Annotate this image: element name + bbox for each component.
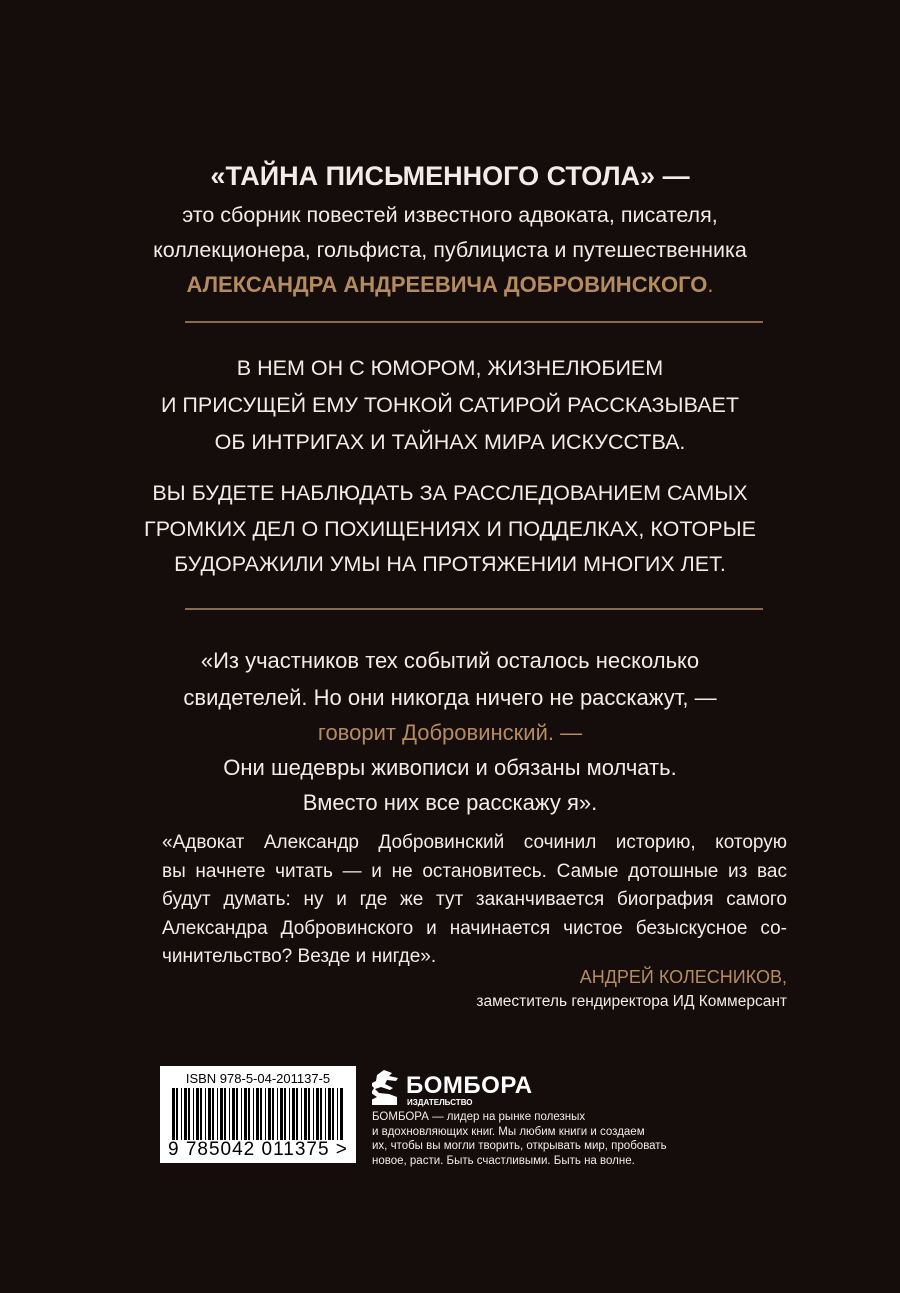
barcode-bar — [325, 1088, 326, 1140]
barcode-bar — [196, 1088, 199, 1140]
barcode-bar — [256, 1088, 259, 1140]
description-line: ГРОМКИХ ДЕЛ О ПОХИЩЕНИЯХ И ПОДДЕЛКАХ, КОТОРЫЕ — [144, 517, 756, 541]
review-author: АНДРЕЙ КОЛЕСНИКОВ, — [579, 967, 787, 987]
barcode-bar — [188, 1088, 190, 1140]
barcode-bar — [289, 1088, 290, 1140]
quote-line: «Из участников тех событий осталось несколько — [200, 648, 700, 673]
divider — [185, 608, 763, 610]
barcode-bars — [172, 1088, 344, 1140]
barcode-bar — [284, 1088, 286, 1140]
description-line: И ПРИСУЩЕЙ ЕМУ ТОНКОЙ САТИРОЙ РАССКАЗЫВАЕТ — [160, 393, 740, 417]
barcode-bar — [308, 1088, 310, 1140]
barcode-bar — [220, 1088, 223, 1140]
barcode-bar — [181, 1088, 182, 1140]
barcode-bar — [328, 1088, 331, 1140]
publisher-logo-name: БОМБОРА — [406, 1072, 533, 1099]
barcode-bar — [304, 1088, 307, 1140]
barcode-bar — [208, 1088, 211, 1140]
barcode-bar — [260, 1088, 262, 1140]
barcode-bar — [313, 1088, 314, 1140]
quote-line: Вместо них все расскажу я». — [302, 790, 598, 815]
barcode-bar — [265, 1088, 266, 1140]
quote-attribution: говорит Добровинский. — — [317, 720, 583, 745]
barcode-bar — [193, 1088, 194, 1140]
publisher-description — [372, 1110, 667, 1168]
review-line: вы начнете читать — и не остановитесь. Самые дотошные из вас — [162, 860, 787, 882]
barcode-bar — [244, 1088, 247, 1140]
quote-line: свидетелей. Но они никогда ничего не расскажут, — — [183, 685, 717, 710]
publisher-logo — [372, 1068, 533, 1115]
barcode-bar — [176, 1088, 178, 1140]
barcode-bar — [229, 1088, 230, 1140]
publisher-logo-icon — [372, 1068, 404, 1110]
barcode-bar — [272, 1088, 274, 1140]
barcode-bar — [296, 1088, 298, 1140]
barcode-bar — [277, 1088, 278, 1140]
author-period: . — [707, 272, 714, 297]
barcode-bar — [205, 1088, 206, 1140]
review-line: Александра Добровинского и начинается чистое безыскусное со- — [162, 917, 787, 939]
publisher-logo-subtitle: ИЗДАТЕЛЬСТВО — [407, 1098, 473, 1107]
barcode-digits: 9 785042 011375 > — [168, 1139, 348, 1160]
barcode-bar — [232, 1088, 235, 1140]
description-line: БУДОРАЖИЛИ УМЫ НА ПРОТЯЖЕНИИ МНОГИХ ЛЕТ. — [174, 552, 726, 576]
barcode-bar — [236, 1088, 238, 1140]
review-author-title: заместитель гендиректора ИД Коммерсант — [476, 993, 787, 1010]
barcode-bar — [200, 1088, 202, 1140]
isbn-barcode — [160, 1066, 356, 1163]
intro-line: это сборник повестей известного адвоката, писателя, — [182, 203, 718, 227]
description-line: В НЕМ ОН С ЮМОРОМ, ЖИЗНЕЛЮБИЕМ — [236, 356, 664, 380]
publisher-line: их, чтобы вы могли творить, открывать мир, пробовать — [372, 1140, 667, 1152]
barcode-bar — [253, 1088, 254, 1140]
review-line: будут думать: ну и где же тут заканчивается биография самого — [162, 889, 787, 910]
barcode-bar — [172, 1088, 175, 1140]
barcode-bar — [316, 1088, 319, 1140]
description-line: ОБ ИНТРИГАХ И ТАЙНАХ МИРА ИСКУССТВА. — [214, 430, 686, 454]
publisher-line: БОМБОРА — лидер на рынке полезных — [372, 1111, 586, 1123]
quote-line: Они шедевры живописи и обязаны молчать. — [223, 755, 677, 780]
description-line: ВЫ БУДЕТЕ НАБЛЮДАТЬ ЗА РАССЛЕДОВАНИЕМ САМЫХ — [152, 481, 748, 505]
review-line: чинительство? Везде и нигде». — [162, 946, 437, 967]
review-text — [162, 829, 787, 972]
barcode-bar — [301, 1088, 302, 1140]
isbn-text: ISBN 978-5-04-201137-5 — [185, 1071, 331, 1086]
book-title: «ТАЙНА ПИСЬМЕННОГО СТОЛА» — — [210, 161, 690, 191]
barcode-bar — [337, 1088, 338, 1140]
divider — [185, 321, 763, 323]
barcode-bar — [340, 1088, 343, 1140]
publisher-line: новое, расти. Быть счастливыми. Быть на волне. — [372, 1154, 635, 1167]
author-name: АЛЕКСАНДРА АНДРЕЕВИЧА ДОБРОВИНСКОГО — [186, 272, 708, 297]
barcode-bar — [217, 1088, 218, 1140]
barcode-bar — [292, 1088, 295, 1140]
author-name-line — [0, 272, 900, 298]
review-line: «Адвокат Александр Добровинский сочинил историю, которую — [162, 832, 787, 853]
barcode-bar — [184, 1088, 187, 1140]
barcode-bar — [268, 1088, 271, 1140]
barcode-bar — [241, 1088, 242, 1140]
barcode-bar — [320, 1088, 322, 1140]
intro-line: коллекционера, гольфиста, публициста и путешественника — [153, 238, 747, 262]
barcode-bar — [224, 1088, 226, 1140]
barcode-bar — [280, 1088, 283, 1140]
barcode-bar — [212, 1088, 214, 1140]
barcode-bar — [248, 1088, 250, 1140]
publisher-line: и вдохновляющих книг. Мы любим книги и создаем — [372, 1125, 645, 1138]
barcode-bar — [332, 1088, 334, 1140]
